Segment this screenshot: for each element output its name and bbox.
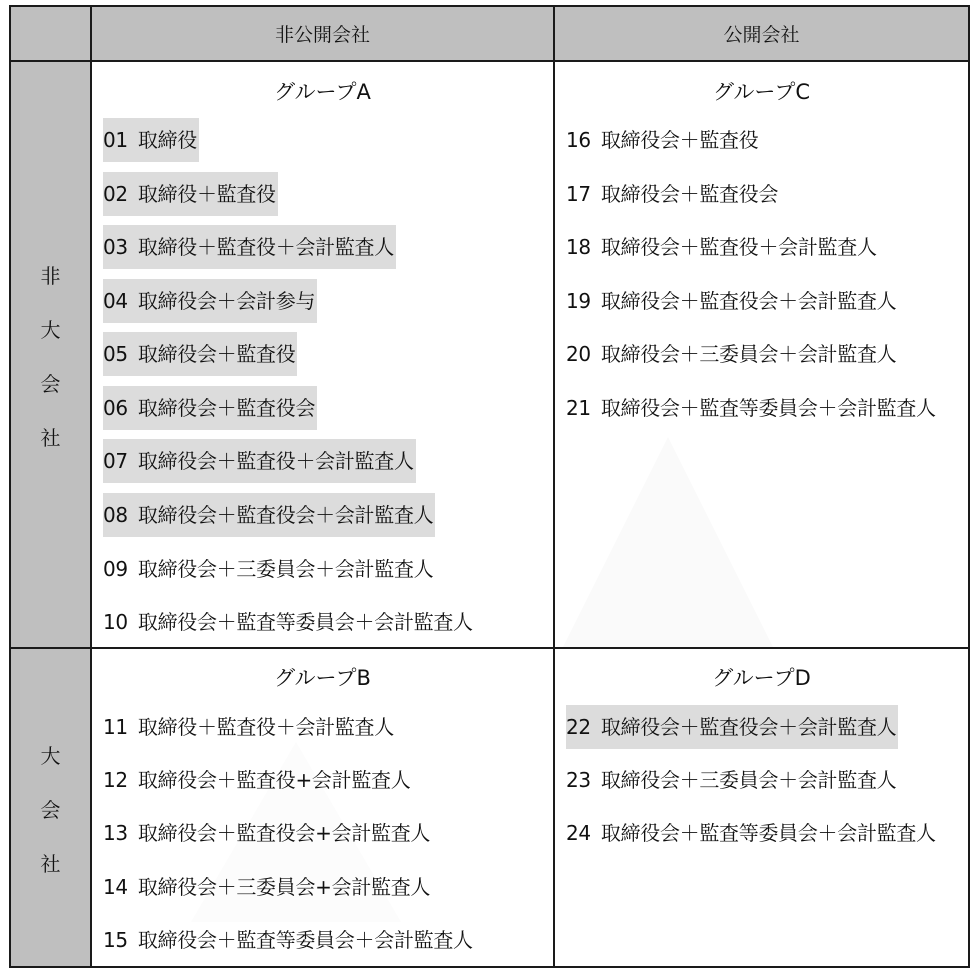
- list-item: 05 取締役会＋監査役: [103, 332, 297, 376]
- list-item: 13 取締役会＋監査役会+会計監査人: [103, 821, 431, 845]
- row-label-char: 社: [40, 426, 61, 450]
- group-b-title: グループB: [274, 666, 371, 690]
- list-item: 01 取締役: [103, 118, 199, 162]
- group-c-title: グループC: [713, 80, 810, 104]
- list-item: 17 取締役会＋監査役会: [566, 182, 779, 206]
- list-item: 16 取締役会＋監査役: [566, 128, 759, 152]
- row-label-char: 大: [40, 318, 61, 342]
- list-item: 23 取締役会＋三委員会＋会計監査人: [566, 768, 897, 792]
- row-label-char: 社: [40, 852, 61, 876]
- row-label-char: 大: [40, 744, 61, 768]
- list-item: 12 取締役会＋監査役+会計監査人: [103, 768, 411, 792]
- group-a-title: グループA: [274, 80, 371, 104]
- list-item: 21 取締役会＋監査等委員会＋会計監査人: [566, 396, 936, 420]
- cell-group-d: [555, 649, 968, 966]
- group-d-title: グループD: [712, 666, 811, 690]
- row-label-char: 会: [40, 798, 61, 822]
- list-item: 03 取締役＋監査役＋会計監査人: [103, 225, 396, 269]
- header-corner: [11, 7, 90, 60]
- cell-group-c: [555, 62, 968, 647]
- list-item: 19 取締役会＋監査役会＋会計監査人: [566, 289, 897, 313]
- list-item: 11 取締役＋監査役＋会計監査人: [103, 715, 394, 739]
- list-item: 18 取締役会＋監査役＋会計監査人: [566, 235, 877, 259]
- row-label-char: 会: [40, 372, 61, 396]
- list-item: 20 取締役会＋三委員会＋会計監査人: [566, 342, 897, 366]
- row-label-char: 非: [40, 264, 61, 288]
- list-item: 10 取締役会＋監査等委員会＋会計監査人: [103, 610, 473, 634]
- list-item: 09 取締役会＋三委員会＋会計監査人: [103, 557, 434, 581]
- cell-group-a: [92, 62, 553, 647]
- list-item: 15 取締役会＋監査等委員会＋会計監査人: [103, 928, 473, 952]
- header-public-company: 公開会社: [723, 24, 800, 46]
- cell-group-b: [92, 649, 553, 966]
- list-item: 06 取締役会＋監査役会: [103, 386, 317, 430]
- list-item: 04 取締役会＋会計参与: [103, 279, 317, 323]
- list-item: 22 取締役会＋監査役会＋会計監査人: [566, 705, 898, 749]
- list-item: 24 取締役会＋監査等委員会＋会計監査人: [566, 821, 936, 845]
- row-label-non-large-company: [11, 249, 90, 465]
- governance-structure-table: [9, 5, 970, 968]
- list-item: 08 取締役会＋監査役会＋会計監査人: [103, 493, 435, 537]
- list-item: 07 取締役会＋監査役＋会計監査人: [103, 439, 416, 483]
- list-item: 02 取締役＋監査役: [103, 172, 278, 216]
- list-item: 14 取締役会＋三委員会+会計監査人: [103, 875, 431, 899]
- row-label-large-company: [11, 729, 90, 891]
- header-private-company: 非公開会社: [274, 24, 370, 46]
